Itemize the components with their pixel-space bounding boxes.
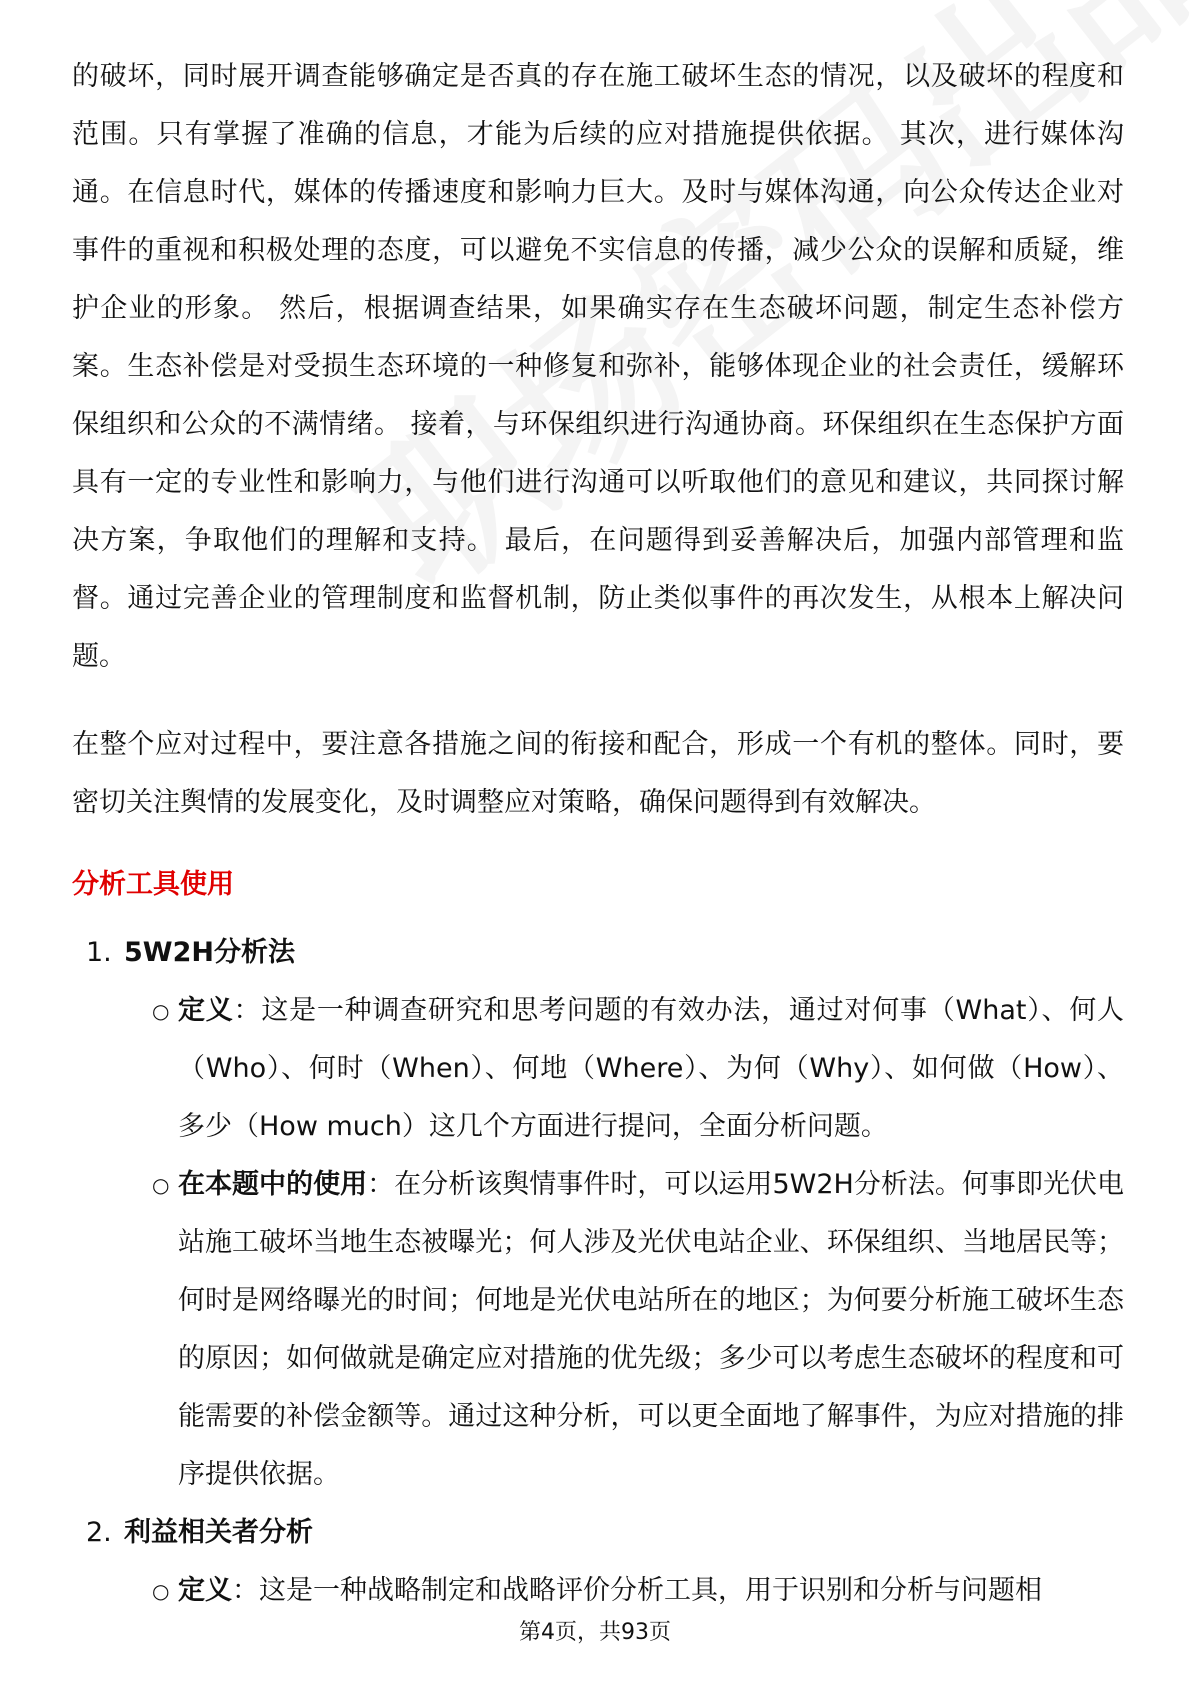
tool-item-5w2h <box>72 924 1124 1504</box>
bullet-separator: ： <box>232 1575 259 1606</box>
bullet-text: 这是一种调查研究和思考问题的有效办法，通过对何事（What）、何人（Who）、何时（When）、何地（Where）、为何（Why）、如何做（How）、多少（How much）这几个方面进行提问，全面分析问题。 <box>178 995 1125 1142</box>
body-paragraph-2: 在整个应对过程中，要注意各措施之间的衔接和配合，形成一个有机的整体。同时，要密切关注舆情的发展变化，及时调整应对策略，确保问题得到有效解决。 <box>72 729 1124 818</box>
item-heading <box>72 1504 1124 1562</box>
item-number: 1. <box>86 937 112 968</box>
hollow-circle-bullet-icon: ○ <box>152 1173 170 1197</box>
bullet-text: 在分析该舆情事件时，可以运用5W2H分析法。何事即光伏电站施工破坏当地生态被曝光；何人涉及光伏电站企业、环保组织、当地居民等；何时是网络曝光的时间；何地是光伏电站所在的地区；为何要分析施工破坏生态的原因；如何做就是确定应对措施的优先级；多少可以考虑生态破坏的程度和可能需要的补偿金额等。通过这种分析，可以更全面地了解事件，为应对措施的排序提供依据。 <box>178 1169 1125 1490</box>
item-title: 利益相关者分析 <box>124 1517 313 1548</box>
item-number: 2. <box>86 1517 112 1548</box>
bullet-text: 这是一种战略制定和战略评价分析工具，用于识别和分析与问题相 <box>259 1575 1042 1606</box>
section-heading: 分析工具使用 <box>72 869 234 900</box>
hollow-circle-bullet-icon: ○ <box>152 1579 170 1603</box>
item-heading <box>72 924 1124 982</box>
bullet-label: 在本题中的使用 <box>178 1169 368 1200</box>
item-title: 5W2H分析法 <box>124 937 295 968</box>
page-number-footer: 第4页，共93页 <box>519 1620 671 1645</box>
bullet-definition <box>72 982 1124 1156</box>
hollow-circle-bullet-icon: ○ <box>152 999 170 1023</box>
bullet-separator: ： <box>233 995 262 1026</box>
bullet-definition <box>72 1562 1124 1620</box>
page-content <box>72 48 1124 1620</box>
bullet-separator: ： <box>367 1169 395 1200</box>
bullet-label: 定义 <box>178 995 234 1026</box>
bullet-usage <box>72 1156 1124 1504</box>
body-paragraph-1: 的破坏，同时展开调查能够确定是否真的存在施工破坏生态的情况，以及破坏的程度和范围。只有掌握了准确的信息，才能为后续的应对措施提供依据。 其次，进行媒体沟通。在信息时代，媒体的传播速度和影响力巨大。及时与媒体沟通，向公众传达企业对事件的重视和积极处理的态度，可以避免不实信息的传播，减少公众的误解和质疑，维护企业的形象。 然后，根据调查结果，如果确实存在生态破坏问题，制定生态补偿方案。生态补偿是对受损生态环境的一种修复和弥补，能够体现企业的社会责任，缓解环保组织和公众的不满情绪。 接着，与环保组织进行沟通协商。环保组织在生态保护方面具有一定的专业性和影响力，与他们进行沟通可以听取他们的意见和建议，共同探讨解决方案，争取他们的理解和支持。 最后，在问题得到妥善解决后，加强内部管理和监督。通过完善企业的管理制度和监督机制，防止类似事件的再次发生，从根本上解决问题。 <box>72 61 1124 672</box>
tool-item-stakeholder <box>72 1504 1124 1620</box>
bullet-label: 定义 <box>178 1575 232 1606</box>
